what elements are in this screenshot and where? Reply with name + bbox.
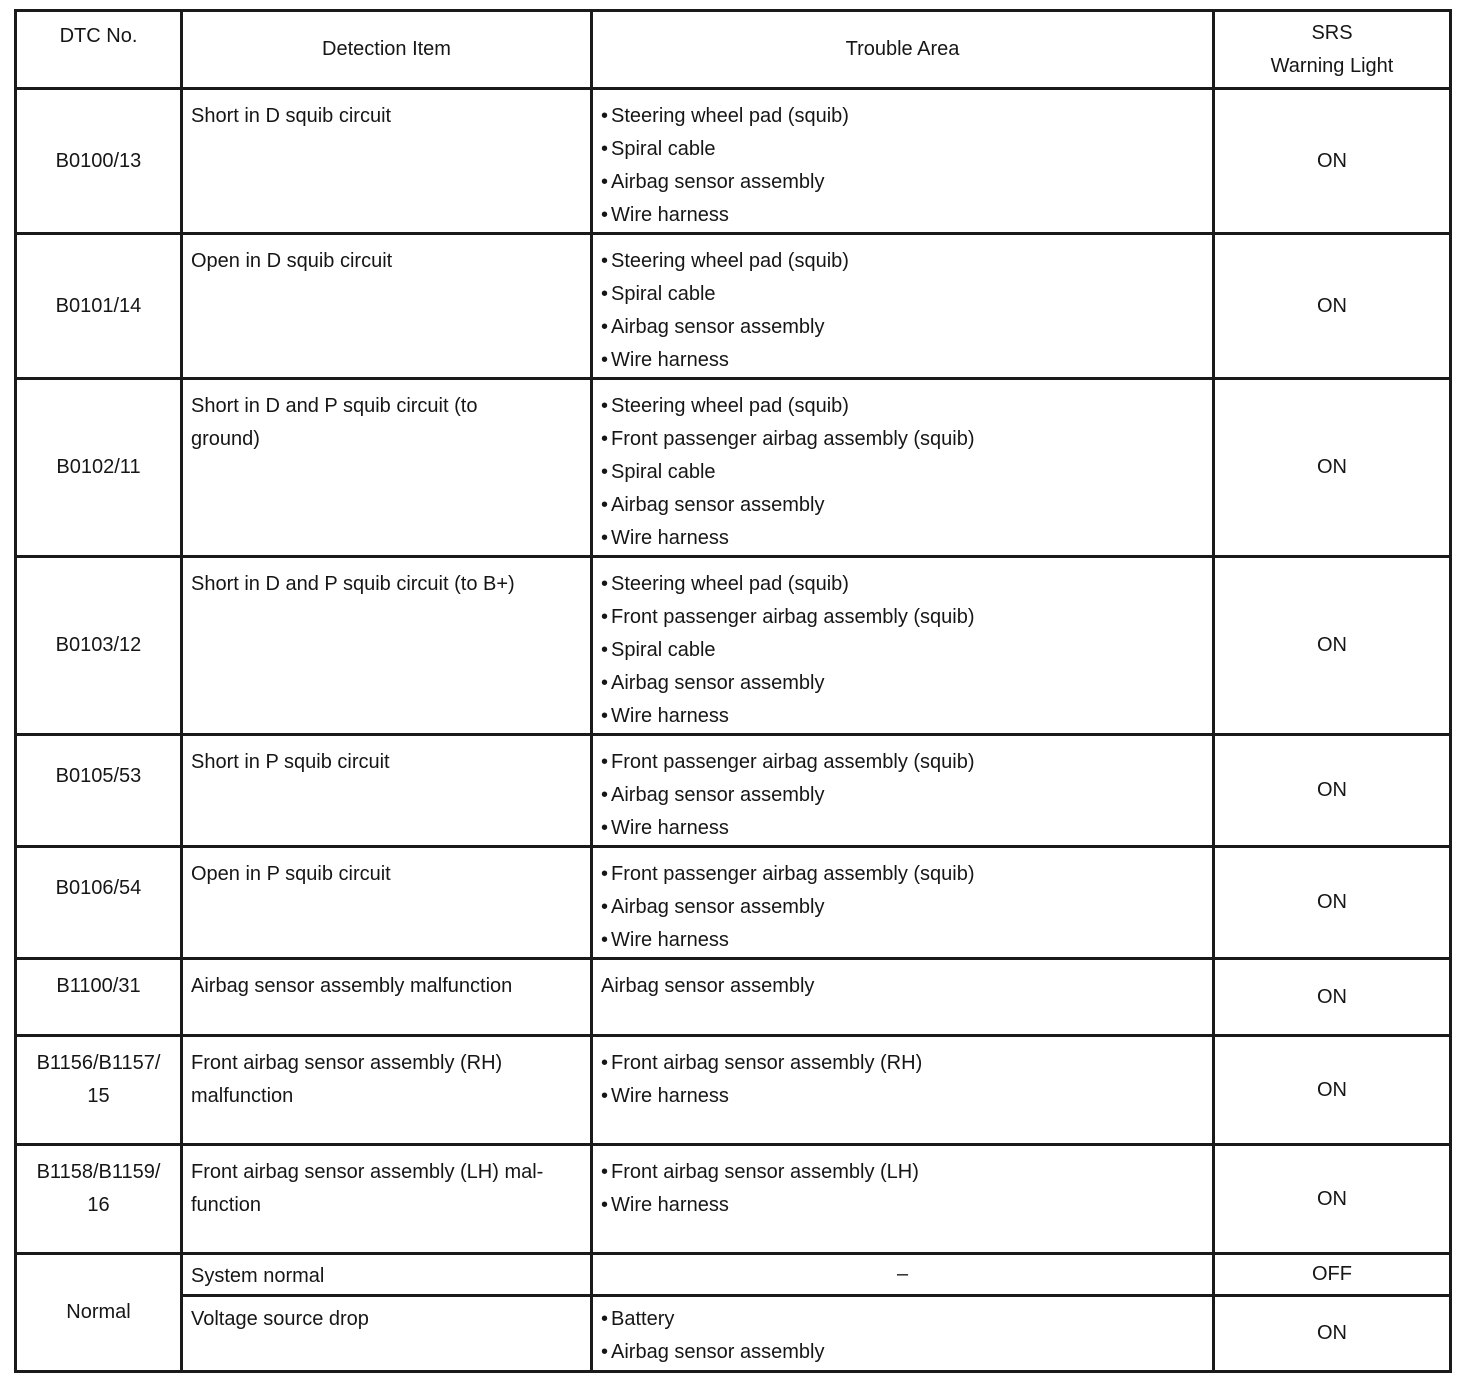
srs-cell: ON [1214, 1296, 1451, 1372]
detection-cell: Short in D and P squib circuit (to B+) [182, 557, 592, 735]
table-row [16, 379, 1451, 557]
trouble-area-cell: – [592, 1254, 1214, 1296]
table-row [16, 735, 1451, 847]
table-row [16, 959, 1451, 1036]
trouble-area-cell [592, 234, 1214, 379]
trouble-area-cell [592, 1036, 1214, 1145]
detection-cell: Open in D squib circuit [182, 234, 592, 379]
trouble-item: • Airbag sensor assembly [601, 311, 1202, 344]
trouble-area-cell [592, 557, 1214, 735]
detection-cell: Short in D squib circuit [182, 89, 592, 234]
table-row [16, 89, 1451, 234]
trouble-area-cell [592, 847, 1214, 959]
srs-cell: ON [1214, 847, 1451, 959]
detection-line: malfunction [191, 1085, 294, 1107]
trouble-area-cell [592, 89, 1214, 234]
dtc-cell: B0106/54 [16, 847, 182, 959]
header-detection-item: Detection Item [182, 11, 592, 89]
detection-cell [182, 379, 592, 557]
srs-cell: ON [1214, 1145, 1451, 1254]
trouble-item: • Front passenger airbag assembly (squib) [601, 423, 1202, 456]
detection-cell: System normal [182, 1254, 592, 1296]
srs-cell: ON [1214, 89, 1451, 234]
trouble-item: • Airbag sensor assembly [601, 1336, 1202, 1369]
dtc-cell: B0105/53 [16, 735, 182, 847]
trouble-area-cell [592, 735, 1214, 847]
trouble-area-cell [592, 1296, 1214, 1372]
dtc-table [14, 9, 1452, 1373]
detection-line: Front airbag sensor assembly (LH) mal- [191, 1161, 544, 1183]
table-row [16, 1254, 1451, 1296]
trouble-item: • Wire harness [601, 812, 1202, 845]
trouble-item: • Battery [601, 1303, 1202, 1336]
header-dtc-no: DTC No. [16, 11, 182, 89]
detection-line: Front airbag sensor assembly (RH) [191, 1052, 503, 1074]
srs-cell: ON [1214, 735, 1451, 847]
srs-cell: OFF [1214, 1254, 1451, 1296]
dtc-cell: B0101/14 [16, 234, 182, 379]
trouble-item: • Airbag sensor assembly [601, 667, 1202, 700]
header-srs-line2: Warning Light [1270, 54, 1394, 77]
header-row [16, 11, 1451, 89]
trouble-item: • Front passenger airbag assembly (squib) [601, 746, 1202, 779]
trouble-item: Airbag sensor assembly [601, 975, 815, 997]
trouble-item: • Spiral cable [601, 133, 1202, 166]
dtc-cell: B0103/12 [16, 557, 182, 735]
trouble-item: • Front passenger airbag assembly (squib) [601, 601, 1202, 634]
trouble-item: • Airbag sensor assembly [601, 166, 1202, 199]
srs-cell: ON [1214, 557, 1451, 735]
detection-cell: Short in P squib circuit [182, 735, 592, 847]
trouble-item: • Airbag sensor assembly [601, 891, 1202, 924]
table-row [16, 1036, 1451, 1145]
srs-cell: ON [1214, 379, 1451, 557]
trouble-item: • Spiral cable [601, 278, 1202, 311]
trouble-area-cell [592, 959, 1214, 1036]
header-trouble-area: Trouble Area [592, 11, 1214, 89]
table-row [16, 557, 1451, 735]
header-srs-line1: SRS [1311, 21, 1353, 44]
trouble-item: • Airbag sensor assembly [601, 779, 1202, 812]
trouble-item: • Spiral cable [601, 634, 1202, 667]
dtc-line: 16 [87, 1194, 110, 1216]
trouble-item: • Front passenger airbag assembly (squib) [601, 858, 1202, 891]
trouble-area-cell [592, 379, 1214, 557]
table-row [16, 1145, 1451, 1254]
trouble-item: • Wire harness [601, 522, 1202, 555]
trouble-item: • Wire harness [601, 700, 1202, 733]
dtc-cell [16, 1036, 182, 1145]
trouble-item: • Steering wheel pad (squib) [601, 568, 1202, 601]
dtc-cell [16, 1145, 182, 1254]
dtc-line: 15 [87, 1085, 110, 1107]
trouble-item: • Steering wheel pad (squib) [601, 100, 1202, 133]
trouble-item: • Steering wheel pad (squib) [601, 245, 1202, 278]
trouble-item: • Airbag sensor assembly [601, 489, 1202, 522]
trouble-item: • Spiral cable [601, 456, 1202, 489]
trouble-item: • Front airbag sensor assembly (RH) [601, 1047, 1202, 1080]
detection-line: ground) [191, 428, 260, 450]
trouble-item: • Front airbag sensor assembly (LH) [601, 1156, 1202, 1189]
detection-cell: Voltage source drop [182, 1296, 592, 1372]
table-row [16, 234, 1451, 379]
srs-cell: ON [1214, 959, 1451, 1036]
trouble-item: • Wire harness [601, 1080, 1202, 1113]
srs-cell: ON [1214, 234, 1451, 379]
table-row [16, 1296, 1451, 1372]
trouble-area-cell [592, 1145, 1214, 1254]
header-srs-warning-light [1214, 11, 1451, 89]
detection-cell [182, 1145, 592, 1254]
dtc-line: B1156/B1157/ [36, 1052, 161, 1074]
dtc-line: B1158/B1159/ [36, 1161, 161, 1183]
trouble-item: • Wire harness [601, 924, 1202, 957]
dtc-cell: B0100/13 [16, 89, 182, 234]
detection-cell [182, 1036, 592, 1145]
srs-cell: ON [1214, 1036, 1451, 1145]
trouble-item: • Wire harness [601, 199, 1202, 232]
trouble-item: • Steering wheel pad (squib) [601, 390, 1202, 423]
dtc-cell-normal: Normal [16, 1254, 182, 1372]
detection-cell: Open in P squib circuit [182, 847, 592, 959]
dtc-cell: B1100/31 [16, 959, 182, 1036]
detection-line: Short in D and P squib circuit (to [191, 395, 478, 417]
trouble-item: • Wire harness [601, 1189, 1202, 1222]
detection-cell: Airbag sensor assembly malfunction [182, 959, 592, 1036]
detection-line: function [191, 1194, 262, 1216]
trouble-item: • Wire harness [601, 344, 1202, 377]
dtc-cell: B0102/11 [16, 379, 182, 557]
table-row [16, 847, 1451, 959]
